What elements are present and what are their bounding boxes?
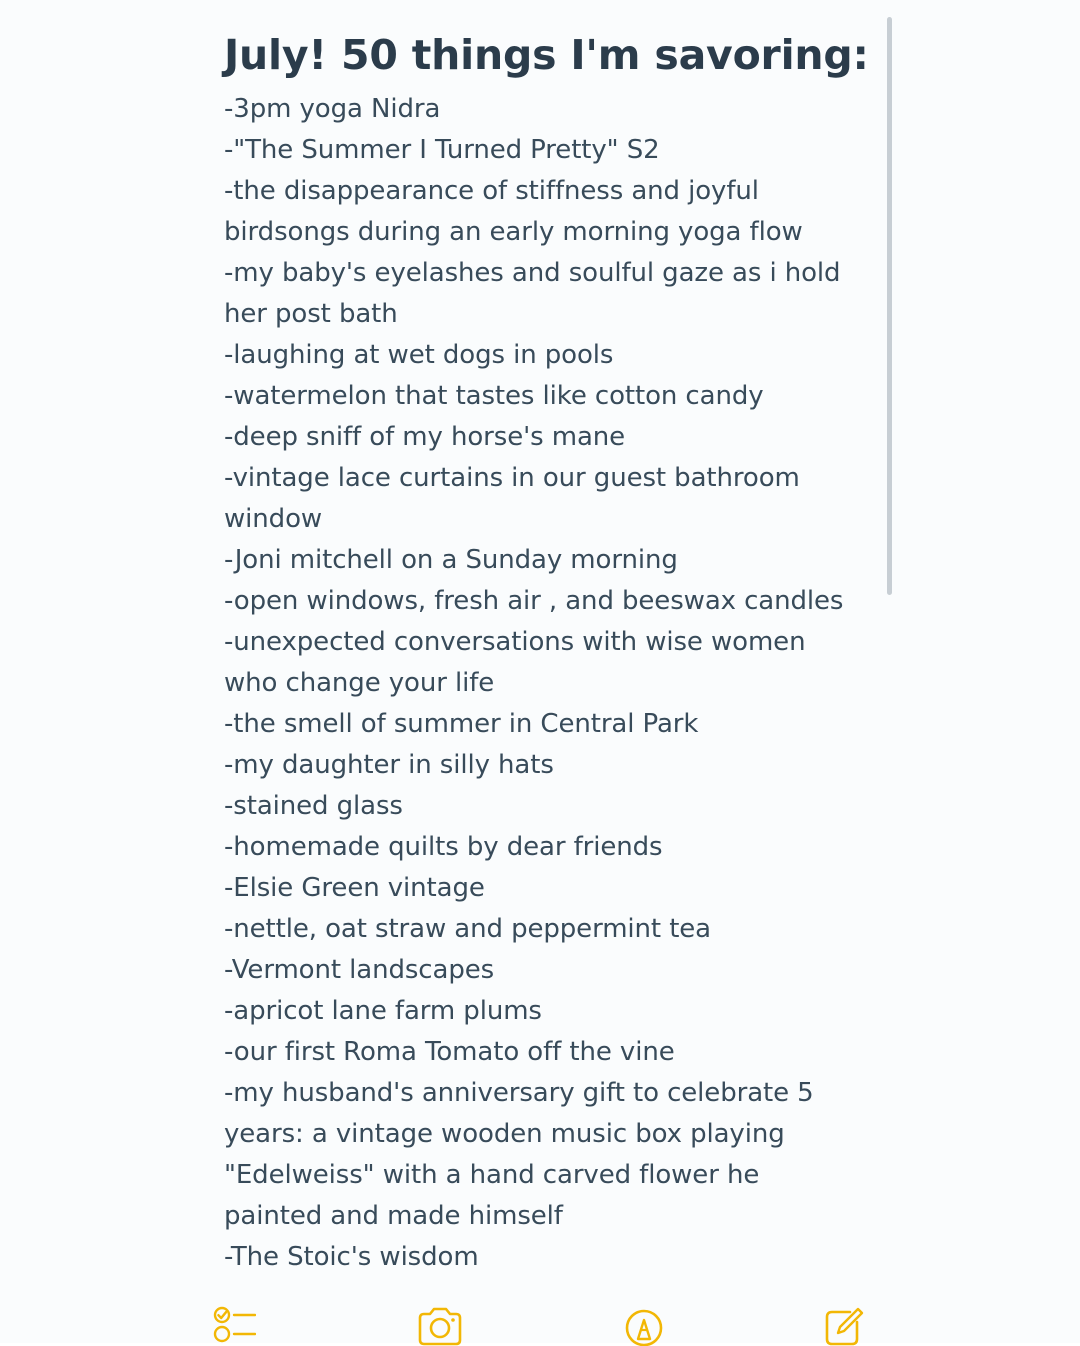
note-line: -watermelon that tastes like cotton candy	[224, 381, 764, 411]
note-line: -unexpected conversations with wise women	[224, 627, 806, 657]
note-line: -Vermont landscapes	[224, 955, 495, 985]
note-line: -the smell of summer in Central Park	[224, 709, 699, 739]
note-line: painted and made himself	[224, 1201, 563, 1231]
markup-icon	[622, 1306, 666, 1346]
note-line: -stained glass	[224, 791, 403, 821]
note-body[interactable]	[224, 89, 864, 1278]
note-line: -my husband's anniversary gift to celebrate 5	[224, 1078, 814, 1108]
note-line: -Joni mitchell on a Sunday morning	[224, 545, 678, 575]
note-line: -our first Roma Tomato off the vine	[224, 1037, 675, 1067]
note-line: -vintage lace curtains in our guest bathroom	[224, 463, 800, 493]
camera-icon	[416, 1306, 460, 1346]
bottom-toolbar	[0, 1296, 1080, 1343]
checklist-icon	[212, 1306, 256, 1346]
note-line: her post bath	[224, 299, 398, 329]
note-line: -my baby's eyelashes and soulful gaze as i hold	[224, 258, 841, 288]
scrollbar[interactable]	[887, 17, 892, 595]
checklist-button[interactable]	[212, 1306, 256, 1346]
note-line: -Elsie Green vintage	[224, 873, 485, 903]
note-line: who change your life	[224, 668, 495, 698]
note-line: -laughing at wet dogs in pools	[224, 340, 614, 370]
compose-icon	[822, 1306, 866, 1346]
note-line: birdsongs during an early morning yoga flow	[224, 217, 803, 247]
markup-button[interactable]	[622, 1306, 666, 1346]
note-line: -my daughter in silly hats	[224, 750, 554, 780]
compose-button[interactable]	[822, 1306, 866, 1346]
note-line: -the disappearance of stiffness and joyful	[224, 176, 759, 206]
note-line: -open windows, fresh air , and beeswax candles	[224, 586, 844, 616]
note-line: -deep sniff of my horse's mane	[224, 422, 626, 452]
note-line: -apricot lane farm plums	[224, 996, 542, 1026]
note-line: -3pm yoga Nidra	[224, 94, 441, 124]
note-line: years: a vintage wooden music box playing	[224, 1119, 785, 1149]
note-line: window	[224, 504, 323, 534]
note-line: "Edelweiss" with a hand carved flower he	[224, 1160, 760, 1190]
note-line: -homemade quilts by dear friends	[224, 832, 663, 862]
note-line: -"The Summer I Turned Pretty" S2	[224, 135, 660, 165]
note-line: -The Stoic's wisdom	[224, 1242, 479, 1272]
note-title[interactable]: July! 50 things I'm savoring:	[224, 31, 869, 79]
note-line: -nettle, oat straw and peppermint tea	[224, 914, 712, 944]
camera-button[interactable]	[416, 1306, 460, 1346]
